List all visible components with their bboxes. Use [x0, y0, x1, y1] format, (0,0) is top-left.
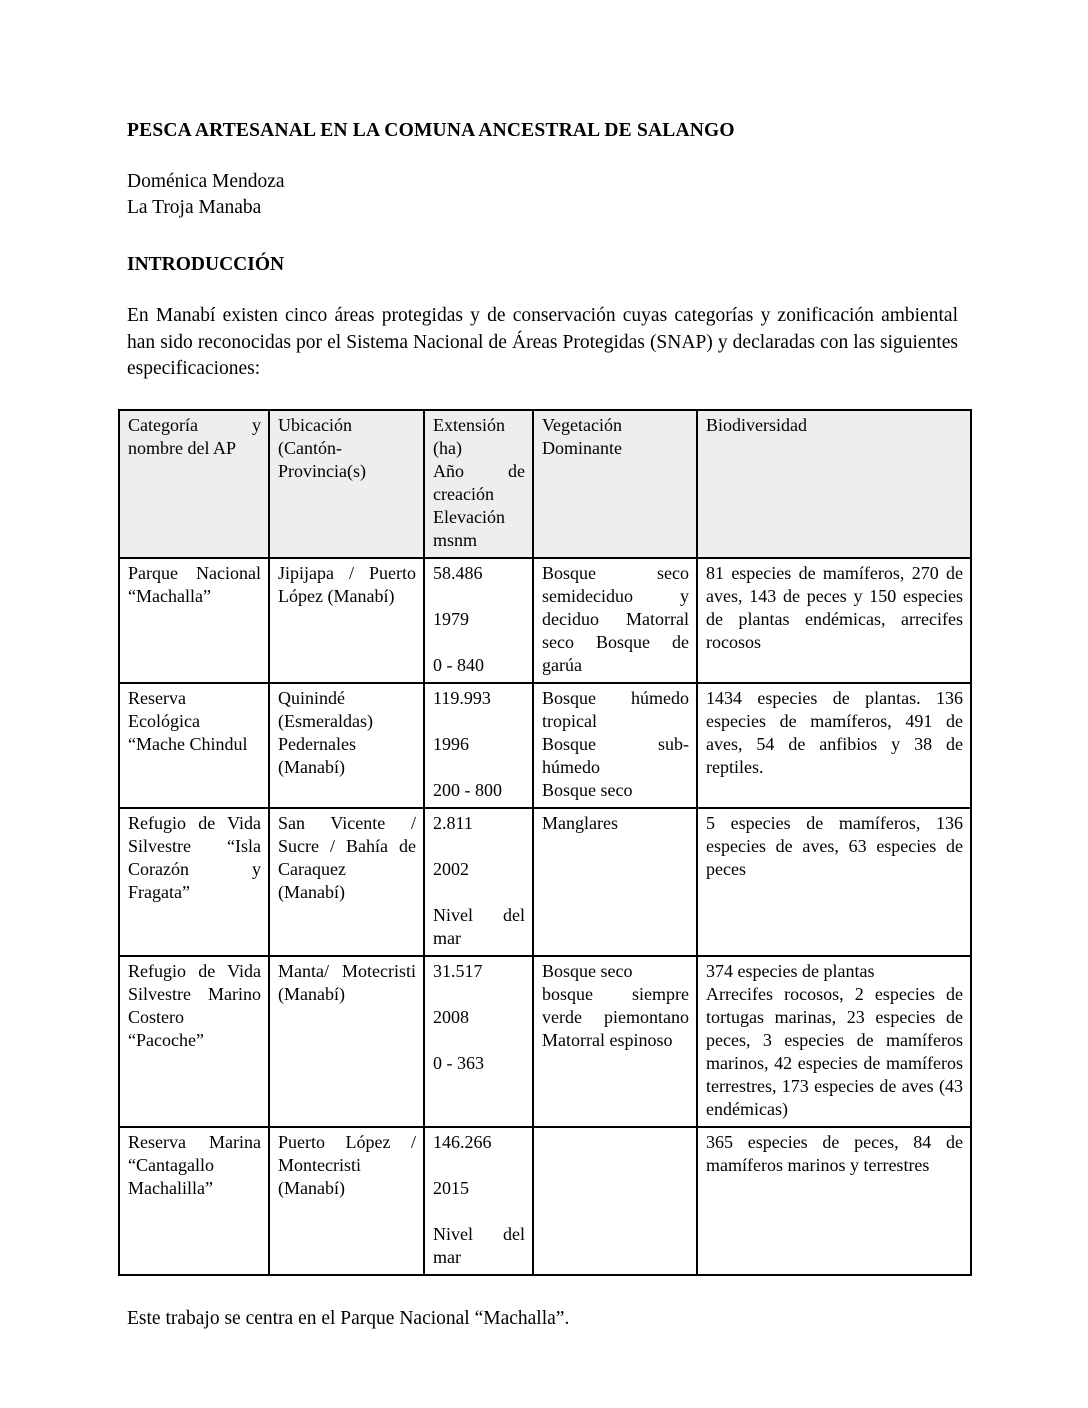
cell-vegetation: [533, 956, 697, 1127]
cell-name: [119, 1127, 269, 1275]
text-line: Refugio de Vida Silvestre Marino Costero “Pacoche”: [128, 960, 261, 1050]
cell-biodiversity: [697, 683, 971, 808]
cell-location: [269, 683, 424, 808]
text-line: Elevación: [433, 506, 505, 527]
text-line: 31.517: [433, 960, 483, 981]
text-line: Extensión: [433, 414, 505, 435]
organization-name: La Troja Manaba: [127, 197, 262, 218]
header-cell-biodiversidad: [697, 410, 971, 558]
text-line: (ha): [433, 437, 462, 458]
text-line: Bosque seco semideciduo y deciduo Matorral seco Bosque de garúa: [542, 562, 689, 675]
text-line: 5 especies de mamíferos, 136 especies de aves, 63 especies de peces: [706, 812, 963, 879]
closing-paragraph: Este trabajo se centra en el Parque Nacional “Machalla”.: [127, 1307, 570, 1329]
cell-vegetation: [533, 558, 697, 683]
text-line: 200 - 800: [433, 779, 502, 800]
text-line: Bosque húmedo tropical: [542, 687, 689, 731]
cell-name: [119, 956, 269, 1127]
cell-extension: [424, 1127, 533, 1275]
cell-vegetation: [533, 1127, 697, 1275]
text-line: 58.486: [433, 562, 483, 583]
document-title: PESCA ARTESANAL EN LA COMUNA ANCESTRAL DE SALANGO: [127, 120, 735, 141]
text-line: 365 especies de peces, 84 de mamíferos marinos y terrestres: [706, 1131, 963, 1175]
text-line: 2002: [433, 858, 469, 879]
text-line: Año de creación: [433, 460, 525, 504]
text-line: Parque Nacional “Machalla”: [128, 562, 261, 606]
text-line: 374 especies de plantas: [706, 960, 875, 981]
text-line: Quinindé (Esmeraldas): [278, 687, 373, 731]
protected-areas-table: [118, 409, 972, 1276]
text-line: Refugio de Vida Silvestre “Isla Corazón y Fragata”: [128, 812, 261, 902]
text-line: Nivel del mar: [433, 904, 525, 948]
text-line: San Vicente / Sucre / Bahía de Caraquez (Manabí): [278, 812, 416, 902]
text-line: 2015: [433, 1177, 469, 1198]
header-cell-extension: [424, 410, 533, 558]
text-line: Manta/ Motecristi (Manabí): [278, 960, 416, 1004]
text-line: Biodiversidad: [706, 414, 807, 435]
author-block: [127, 169, 958, 221]
text-line: 1979: [433, 608, 469, 629]
text-line: Puerto López / Montecristi (Manabí): [278, 1131, 416, 1198]
cell-location: [269, 956, 424, 1127]
text-line: 0 - 363: [433, 1052, 484, 1073]
cell-vegetation: [533, 683, 697, 808]
text-line: Pedernales (Manabí): [278, 733, 356, 777]
cell-extension: [424, 956, 533, 1127]
text-line: Manglares: [542, 812, 618, 833]
text-line: Reserva Ecológica “Mache Chindul: [128, 687, 248, 754]
cell-name: [119, 808, 269, 956]
cell-extension: [424, 683, 533, 808]
table-row-pacoche: [119, 956, 971, 1127]
text-line: 1434 especies de plantas. 136 especies de mamíferos, 491 de aves, 54 de anfibios y 38 de reptiles.: [706, 687, 963, 777]
table-row-cantagallo: [119, 1127, 971, 1275]
text-line: Bosque seco: [542, 779, 633, 800]
text-line: bosque siempre verde piemontano Matorral espinoso: [542, 983, 689, 1050]
table-header-row: [119, 410, 971, 558]
cell-extension: [424, 808, 533, 956]
cell-location: [269, 558, 424, 683]
text-line: 2008: [433, 1006, 469, 1027]
header-cell-categoria: [119, 410, 269, 558]
text-line: 119.993: [433, 687, 491, 708]
section-heading: INTRODUCCIÓN: [127, 254, 285, 275]
cell-location: [269, 808, 424, 956]
text-line: Jipijapa / Puerto López (Manabí): [278, 562, 416, 606]
text-line: 146.266: [433, 1131, 492, 1152]
text-line: 81 especies de mamíferos, 270 de aves, 143 de peces y 150 especies de plantas endémicas, arrecifes rocosos: [706, 562, 963, 652]
cell-biodiversity: [697, 808, 971, 956]
text-line: 1996: [433, 733, 469, 754]
cell-biodiversity: [697, 1127, 971, 1275]
text-line: 0 - 840: [433, 654, 484, 675]
text-line: 2.811: [433, 812, 473, 833]
text-line: Arrecifes rocosos, 2 especies de tortugas marinas, 23 especies de peces, 3 especies de mamíferos marinos, 42 especies de mamíferos terrestres, 173 especies de aves (43 endémicas): [706, 983, 963, 1119]
header-cell-vegetacion: [533, 410, 697, 558]
cell-extension: [424, 558, 533, 683]
table-row-mache-chindul: [119, 683, 971, 808]
text-line: Nivel del mar: [433, 1223, 525, 1267]
text-line: Bosque seco: [542, 960, 633, 981]
cell-vegetation: [533, 808, 697, 956]
intro-paragraph: En Manabí existen cinco áreas protegidas y de conservación cuyas categorías y zonificación ambiental han sido reconocidas por el Sistema Nacional de Áreas Protegidas (SNAP) y declaradas con las siguientes especificaciones:: [127, 305, 958, 379]
header-cell-ubicacion: [269, 410, 424, 558]
text-line: Bosque sub-húmedo: [542, 733, 689, 777]
cell-biodiversity: [697, 956, 971, 1127]
text-line: msnm: [433, 529, 478, 550]
text-line: Ubicación (Cantón-Provincia(s): [278, 414, 366, 481]
cell-name: [119, 683, 269, 808]
text-line: Reserva Marina “Cantagallo Machalilla”: [128, 1131, 261, 1198]
text-line: Categoría y nombre del AP: [128, 414, 261, 458]
text-line: Vegetación Dominante: [542, 414, 622, 458]
cell-name: [119, 558, 269, 683]
cell-location: [269, 1127, 424, 1275]
author-name: Doménica Mendoza: [127, 171, 285, 192]
table-row-machalla: [119, 558, 971, 683]
table-row-isla-corazon: [119, 808, 971, 956]
cell-biodiversity: [697, 558, 971, 683]
